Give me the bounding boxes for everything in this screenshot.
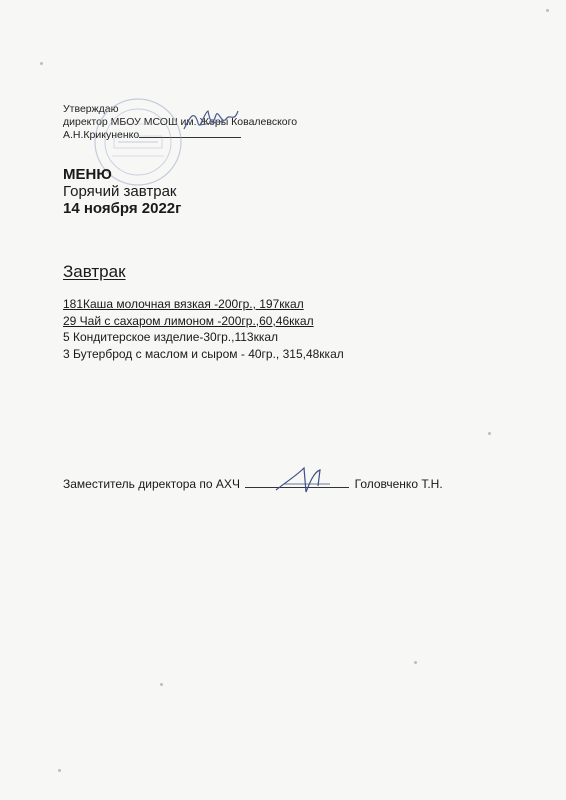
signer-position: Заместитель директора по АХЧ: [63, 477, 240, 491]
list-item: 5 Кондитерское изделие-30гр.,113ккал: [63, 330, 279, 344]
list-item: 181Каша молочная вязкая -200гр., 197ккал: [63, 297, 304, 311]
footer-signature-block: [63, 476, 443, 491]
paper-speck: [546, 9, 549, 12]
signature-icon: [270, 462, 340, 496]
paper-speck: [488, 432, 491, 435]
paper-speck: [160, 683, 163, 686]
paper-speck: [58, 769, 61, 772]
paper-speck: [40, 62, 43, 65]
menu-items-list: [63, 296, 344, 362]
list-item: 3 Бутерброд с маслом и сыром - 40гр., 315,48ккал: [63, 346, 344, 361]
signer-name: Головченко Т.Н.: [354, 477, 443, 491]
menu-subtitle: Горячий завтрак: [63, 183, 177, 200]
approver-name: А.Н.Крикуненко: [63, 129, 140, 141]
list-item: 29 Чай с сахаром лимоном -200гр.,60,46ккал: [63, 313, 314, 328]
approval-label: Утверждаю: [63, 103, 119, 115]
section-title: Завтрак: [63, 262, 126, 281]
menu-header: [63, 166, 181, 217]
paper-speck: [414, 661, 417, 664]
menu-title: МЕНЮ: [63, 166, 112, 183]
menu-date: 14 ноября 2022г: [63, 200, 182, 217]
signature-icon: [180, 103, 242, 135]
approver-position: директор МБОУ МСОШ им. Жоры Ковалевского: [63, 115, 298, 128]
